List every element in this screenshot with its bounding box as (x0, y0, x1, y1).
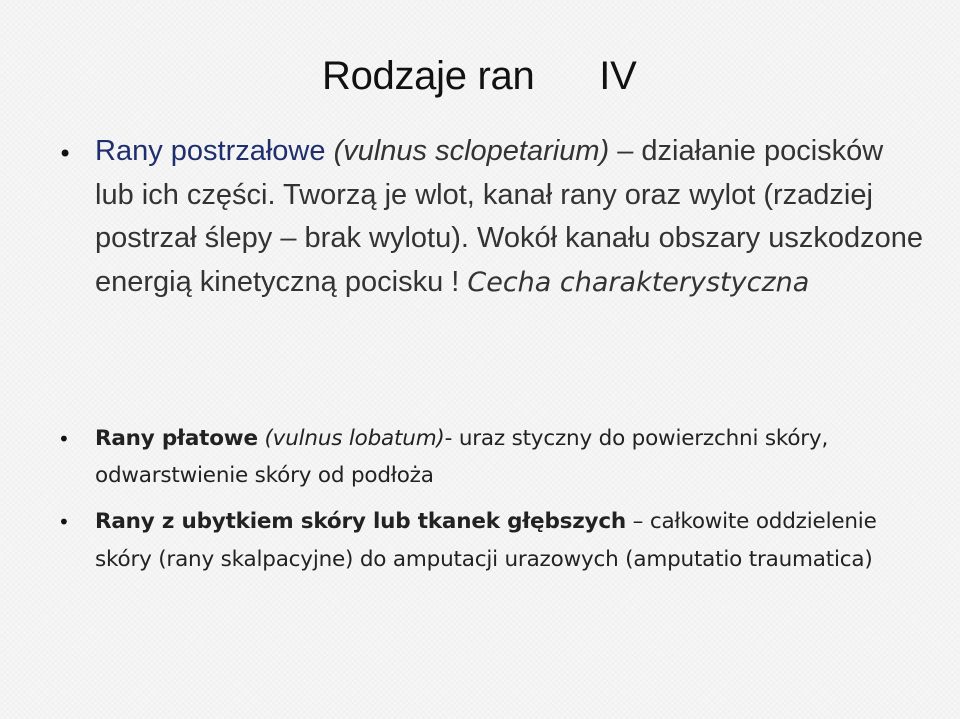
bullet-body: – całkowite oddzielenie skóry (rany skalpacyjne) do amputacji urazowych (amputatio traumatica) (95, 509, 877, 572)
bullet-emphasis: Cecha charakterystyczna (467, 266, 810, 298)
bullet-text (95, 130, 925, 304)
bullet-marker: • (58, 140, 73, 168)
bullet-term: Rany płatowe (95, 426, 258, 451)
bullet-text (95, 420, 935, 494)
bullet-latin-term: (vulnus sclopetarium) (333, 135, 610, 167)
bullet-term: Rany postrzałowe (95, 135, 326, 167)
slide-title: Rodzaje ran IV (322, 54, 637, 98)
bullet-term: Rany z ubytkiem skóry lub tkanek głębszych (95, 509, 627, 534)
bullet-body: - uraz styczny do powierzchni skóry, odwarstwienie skóry od podłoża (95, 426, 829, 488)
bullet-text (95, 503, 935, 579)
bullet-marker: • (58, 510, 70, 534)
bullet-body: – działanie pocisków lub ich części. Tworzą je wlot, kanał rany oraz wylot (rzadziej postrzał ślepy – brak wylotu). Wokół kanału obszary uszkodzone energią kinetyczną pocisku ! (95, 135, 923, 298)
bullet-marker: • (58, 427, 70, 451)
bullet-latin-term: (vulnus lobatum) (264, 426, 445, 451)
